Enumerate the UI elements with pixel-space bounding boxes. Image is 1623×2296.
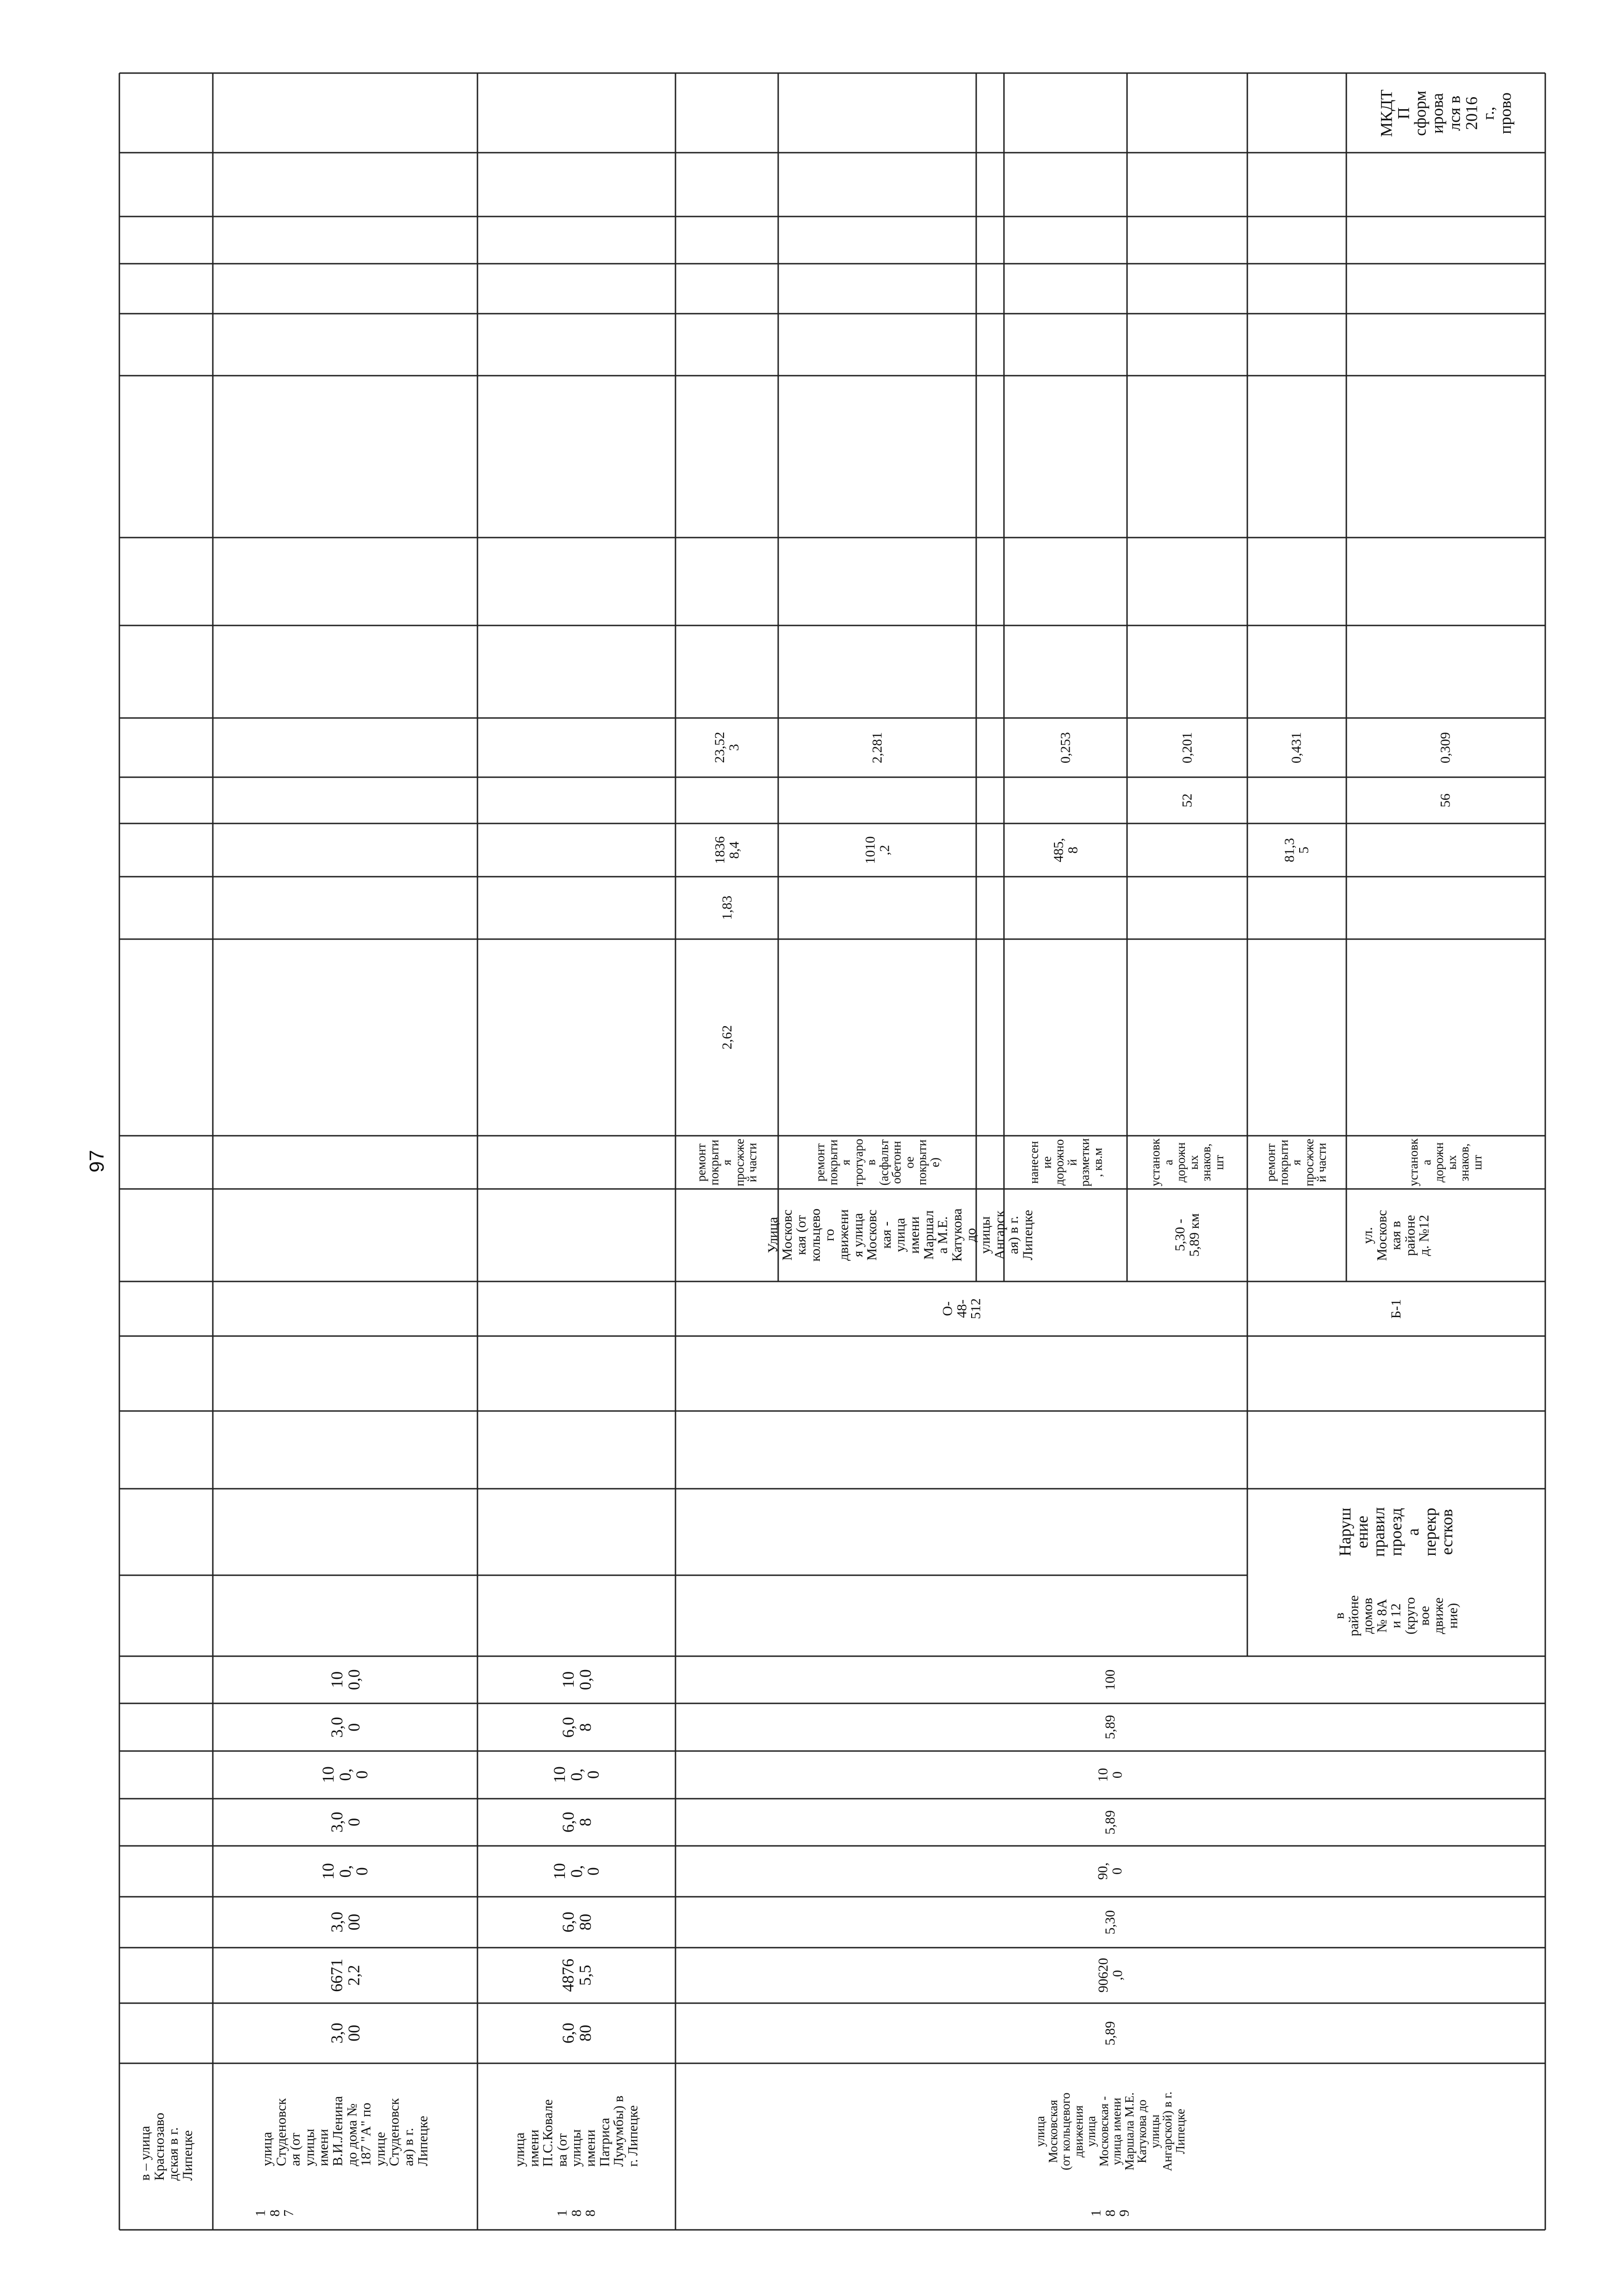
row-189-area: 90620 ,0 [1095, 1958, 1125, 1993]
row-189-road-id: О- 48- 512 [940, 1298, 984, 1319]
work-a1-name: ремонт покрыти я тротуаро в (асфальт обетонн ое покрыти е) [813, 1139, 942, 1186]
work-b1-name: установк а дорожн ых знаков, шт [1406, 1138, 1485, 1187]
row-187-percent-3: 10 0,0 [327, 1669, 363, 1690]
row-188-value-2: 6,0 8 [558, 1812, 594, 1833]
row-188-value-3: 6,0 8 [558, 1717, 594, 1738]
row-187-road-name: улица Студеновск ая (от улицы имени В.И.Ленина до дома № 187 "А" по улице Студеновск ая) в г. Липецке [259, 2096, 430, 2166]
row-189-b-road-id: Б-1 [1388, 1299, 1404, 1319]
row-187-percent-1: 10 0, 0 [318, 1863, 372, 1880]
row-189-value-3: 5,89 [1102, 1715, 1118, 1739]
row-188-length: 6,0 80 [558, 2023, 594, 2044]
work-a1-cost: 2,281 [869, 732, 885, 763]
page-number: 97 [86, 1150, 108, 1173]
row-186-road-name: в – улица Краснозаво дская в г. Липецке [137, 2112, 195, 2181]
work-b0-name: ремонт покрыти я просжже й части [1264, 1138, 1329, 1187]
work-a3-count: 52 [1179, 793, 1195, 807]
row-189-km-range: 5,30 - 5,89 км [1172, 1213, 1202, 1257]
row-188-percent-2: 10 0, 0 [550, 1766, 603, 1783]
row-188-percent-3: 10 0,0 [558, 1669, 594, 1690]
row-189-b-note: МКДТ П сформ ирова лся в 2016 г., прово [1377, 89, 1515, 137]
row-187-value-2: 3,0 0 [327, 1812, 363, 1833]
row-188-value-1: 6,0 80 [558, 1912, 594, 1933]
work-a2-name: нанесен ие дорожно й разметки , кв.м [1027, 1138, 1105, 1187]
row-189-index: 1 8 9 [1088, 2209, 1132, 2217]
row-188-percent-1: 10 0, 0 [550, 1863, 603, 1880]
row-188-area: 4876 5,5 [558, 1959, 594, 1992]
row-189-section-location: Улица Московс кая (от кольцево го движени я улица Московс кая - улица имени Маршал а М.Е. Катукова до улицы Ангарск ая) в г. Липецке [765, 1208, 1036, 1262]
row-189-percent-2: 10 0 [1095, 1768, 1125, 1782]
row-189-length: 5,89 [1102, 2021, 1118, 2046]
row-189-b-location-note: в районе домов № 8А и 12 (круго вое движе ние) [1332, 1595, 1461, 1636]
work-b1-cost: 0,309 [1437, 732, 1453, 763]
row-187-value-1: 3,0 00 [327, 1912, 363, 1933]
row-187-length: 3,0 00 [327, 2023, 363, 2044]
work-a3-cost: 0,201 [1179, 732, 1195, 763]
work-b0-cost: 0,431 [1288, 732, 1304, 763]
row-189-value-2: 5,89 [1102, 1810, 1118, 1835]
row-189-percent-3: 100 [1102, 1669, 1118, 1690]
row-188-road-name: улица имени П.С.Ковале ва (от улицы имени Патриса Лумумбы) в г. Липецке [512, 2096, 641, 2167]
row-187-area: 6671 2,2 [327, 1959, 363, 1992]
row-189-b-violation: Наруш ение правил проезд а перекр естков [1336, 1507, 1456, 1557]
work-a0-area: 1836 8,4 [712, 836, 742, 864]
work-a0-width: 2,62 [719, 1025, 735, 1050]
row-188-index: 1 8 8 [554, 2209, 598, 2217]
work-a2-cost: 0,253 [1058, 732, 1073, 763]
work-b1-count: 56 [1437, 793, 1453, 807]
work-b0-area: 81,3 5 [1282, 838, 1311, 862]
work-a3-name: установк а дорожн ых знаков, шт [1148, 1138, 1227, 1187]
work-a1-area: 1010 ,2 [862, 836, 892, 864]
row-189-road-name: улица Московская (от кольцевого движения улица Московская - улица имени Маршала М.Е. Катукова до улицы Ангарской) в г. Липецке [1033, 2091, 1187, 2172]
work-a0-length: 1,83 [719, 896, 735, 920]
work-a2-area: 485, 8 [1051, 838, 1080, 862]
row-189-percent-1: 90, 0 [1095, 1863, 1125, 1880]
row-189-b-location: ул. Московс кая в районе д. №12 [1360, 1209, 1432, 1261]
row-187-percent-2: 10 0, 0 [318, 1766, 372, 1783]
row-189-value-1: 5,30 [1102, 1910, 1118, 1935]
row-187-value-3: 3,0 0 [327, 1717, 363, 1738]
work-a0-cost: 23,52 3 [712, 732, 742, 763]
work-a0-name: ремонт покрыти я просжже й части [694, 1138, 760, 1187]
row-187-index: 1 8 7 [253, 2209, 297, 2217]
